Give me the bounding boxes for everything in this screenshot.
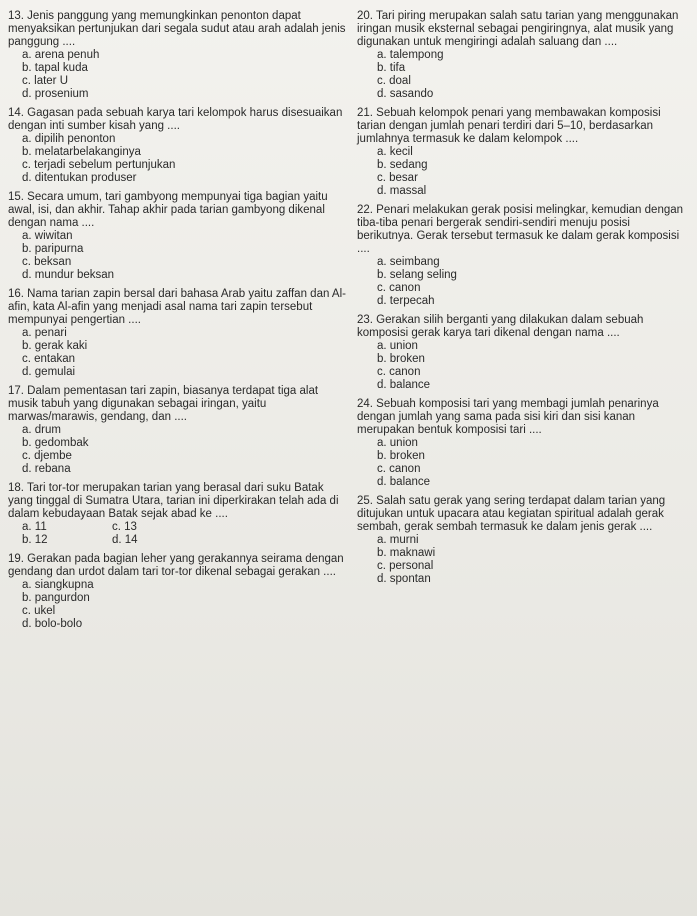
- answer-option: a. union: [377, 437, 418, 449]
- question-stem: 25. Salah satu gerak yang sering terdapat dalam tarian yang ditujukan untuk upacara atau kegiatan spiritual adalah gerak sembah, gerak sembah termasuk ke dalam jenis gerak ....: [357, 495, 666, 533]
- answer-option: a. wiwitan: [22, 230, 73, 242]
- answer-option: d. mundur beksan: [22, 269, 115, 281]
- question-item: [8, 553, 348, 631]
- answer-option: d. 14: [112, 534, 138, 546]
- answer-option: c. beksan: [22, 256, 72, 268]
- answer-option: b. maknawi: [377, 547, 436, 559]
- answer-option: a. 11: [22, 521, 47, 533]
- answer-option: b. gerak kaki: [22, 340, 88, 352]
- answer-option: b. sedang: [377, 159, 428, 171]
- answer-option: c. later U: [22, 75, 69, 87]
- answer-option: a. murni: [377, 534, 419, 546]
- answer-option: a. union: [377, 340, 418, 352]
- answer-option: a. arena penuh: [22, 49, 100, 61]
- question-stem: 13. Jenis panggung yang memungkinkan penonton dapat menyaksikan pertunjukan dari segala sudut atau arah adalah jenis panggung ....: [8, 10, 346, 48]
- answer-option: c. djembe: [22, 450, 72, 462]
- answer-option: b. selang seling: [377, 269, 457, 281]
- answer-option: b. pangurdon: [22, 592, 90, 604]
- question-item: [357, 107, 687, 198]
- answer-option: c. entakan: [22, 353, 76, 365]
- answer-option: d. rebana: [22, 463, 71, 475]
- answer-option: a. talempong: [377, 49, 444, 61]
- question-item: [357, 314, 687, 392]
- question-item: [357, 10, 687, 101]
- question-item: [357, 204, 687, 308]
- answer-option: b. tifa: [377, 62, 406, 74]
- answer-option: d. sasando: [377, 88, 434, 100]
- answer-option: a. seimbang: [377, 256, 440, 268]
- answer-option: c. canon: [377, 463, 421, 475]
- question-item: [8, 482, 348, 547]
- question-item: [357, 495, 687, 586]
- answer-option: b. broken: [377, 450, 425, 462]
- question-stem: 14. Gagasan pada sebuah karya tari kelompok harus disesuaikan dengan inti sumber kisah yang ....: [8, 107, 343, 132]
- answer-option: b. paripurna: [22, 243, 84, 255]
- answer-option: c. 13: [112, 521, 137, 533]
- answer-option: b. gedombak: [22, 437, 89, 449]
- answer-option: d. balance: [377, 476, 431, 488]
- answer-option: d. gemulai: [22, 366, 76, 378]
- answer-option: a. drum: [22, 424, 61, 436]
- question-stem: 17. Dalam pementasan tari zapin, biasanya terdapat tiga alat musik tabuh yang digunakan sebagai iringan, yaitu marwas/marawis, gendang, dan ....: [8, 385, 319, 423]
- question-stem: 22. Penari melakukan gerak posisi melingkar, kemudian dengan tiba-tiba penari bergerak sendiri-sendiri menuju posisi berikutnya. Gerak tersebut termasuk ke dalam gerak komposisi ....: [357, 204, 684, 255]
- answer-option: c. canon: [377, 366, 421, 378]
- question-stem: 24. Sebuah komposisi tari yang membagi jumlah penarinya dengan jumlah yang sama pada sisi kiri dan sisi kanan merupakan bentuk komposisi tari ....: [357, 398, 659, 436]
- answer-option: c. besar: [377, 172, 418, 184]
- answer-option: b. broken: [377, 353, 425, 365]
- answer-option: a. dipilih penonton: [22, 133, 116, 145]
- answer-option: b. 12: [22, 534, 48, 546]
- question-item: [8, 385, 348, 476]
- question-stem: 15. Secara umum, tari gambyong mempunyai tiga bagian yaitu awal, isi, dan akhir. Tahap akhir pada tarian gambyong dikenal dengan nama ....: [8, 191, 328, 229]
- answer-option: c. terjadi sebelum pertunjukan: [22, 159, 176, 171]
- question-stem: 18. Tari tor-tor merupakan tarian yang berasal dari suku Batak yang tinggal di Sumatra Utara, tarian ini diperkirakan telah ada di dalam kebudayaan Batak sejak abad ke ....: [8, 482, 339, 520]
- answer-option: d. balance: [377, 379, 431, 391]
- answer-option: c. ukel: [22, 605, 56, 617]
- answer-option: a. penari: [22, 327, 67, 339]
- question-stem: 19. Gerakan pada bagian leher yang gerakannya seirama dengan gendang dan urdot dalam tari tor-tor dikenal sebagai gerakan ....: [8, 553, 344, 578]
- answer-option: d. prosenium: [22, 88, 89, 100]
- answer-option: d. bolo-bolo: [22, 618, 83, 630]
- answer-option: b. melatarbelakanginya: [22, 146, 141, 158]
- question-item: [8, 191, 348, 282]
- question-stem: 23. Gerakan silih berganti yang dilakukan dalam sebuah komposisi gerak karya tari dikenal dengan nama ....: [357, 314, 644, 339]
- question-item: [8, 288, 348, 379]
- answer-option: d. massal: [377, 185, 427, 197]
- answer-option: c. canon: [377, 282, 421, 294]
- answer-option: d. ditentukan produser: [22, 172, 137, 184]
- answer-option: a. kecil: [377, 146, 413, 158]
- answer-option: c. doal: [377, 75, 411, 87]
- answer-option: d. terpecah: [377, 295, 435, 307]
- question-stem: 21. Sebuah kelompok penari yang membawakan komposisi tarian dengan jumlah penari terdiri dari 5–10, berdasarkan jumlahnya termasuk ke dalam kelompok ....: [357, 107, 661, 145]
- left-column: [8, 10, 348, 637]
- answer-option: a. siangkupna: [22, 579, 94, 591]
- question-item: [8, 10, 348, 101]
- answer-option: b. tapal kuda: [22, 62, 88, 74]
- question-item: [8, 107, 348, 185]
- question-item: [357, 398, 687, 489]
- answer-option: c. personal: [377, 560, 434, 572]
- right-column: [357, 10, 687, 592]
- question-stem: 20. Tari piring merupakan salah satu tarian yang menggunakan iringan musik eksternal sebagai pengiringnya, alat musik yang digunakan untuk mengiringi adalah saluang dan ....: [357, 10, 679, 48]
- question-stem: 16. Nama tarian zapin bersal dari bahasa Arab yaitu zaffan dan Al-afin, kata Al-afin yang menjadi asal nama tari zapin tersebut mempunyai pengertian ....: [8, 288, 346, 326]
- answer-option: d. spontan: [377, 573, 431, 585]
